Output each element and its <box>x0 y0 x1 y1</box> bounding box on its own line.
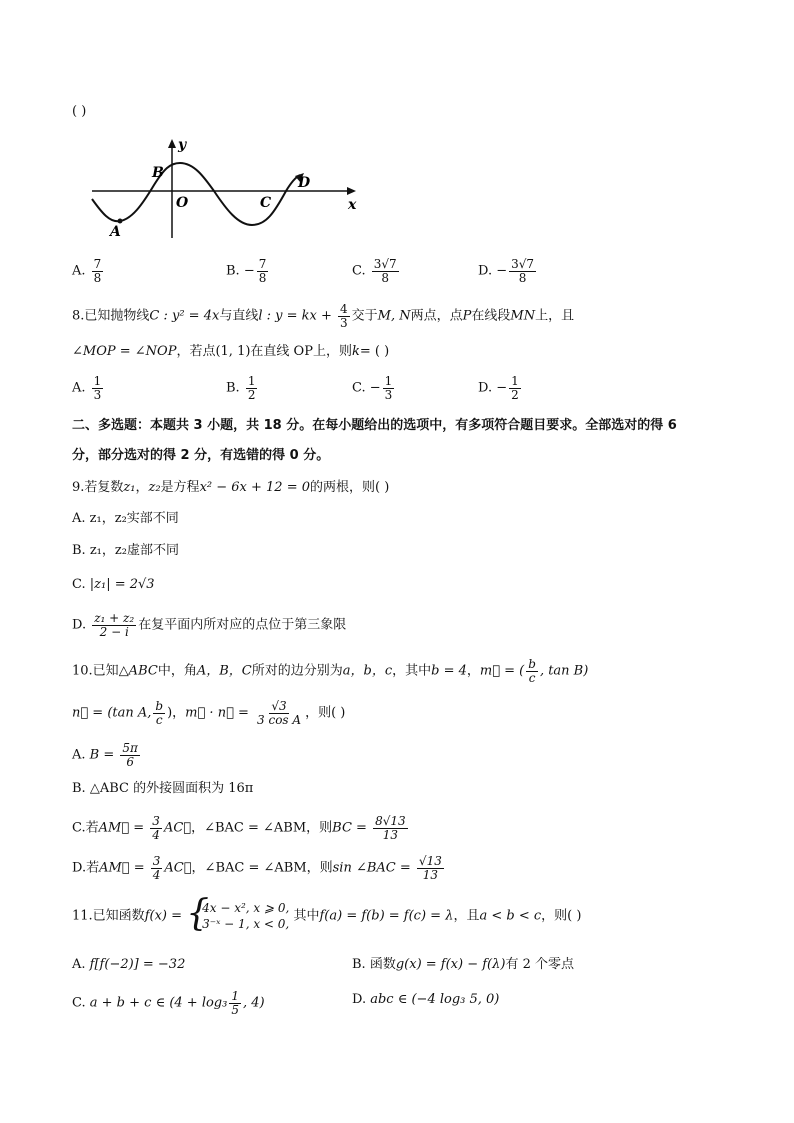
q7-graph <box>72 133 372 245</box>
q9-option-d: D. $\frac{\text{z₁ + z₂}}{2 - i}$ 在复平面内所对应的点位于第三象限 <box>72 611 347 639</box>
label-c: C <box>260 195 272 211</box>
q9-stem: 9.若复数z₁，z₂是方程x² − 6x + 12 = 0的两根，则( ) <box>72 480 390 495</box>
q11-option-c: C. a + b + c ∈ (4 + log₃ $\frac{1}{5}$ , 4) <box>72 989 265 1017</box>
q8-option-b: B. $\frac{1}{2}$ <box>226 374 256 402</box>
q7-answer-paren: ( ) <box>72 104 87 119</box>
label-a: A <box>110 224 121 240</box>
q11-option-b: B. 函数g(x) = f(x) − f(λ)有 2 个零点 <box>352 957 574 972</box>
q10-option-d: D.若AM⃗ = $\frac{3}{4}$ AC⃗，∠BAC = ∠ABM，则sin ∠BAC = $\frac{√13}{13}$ <box>72 854 442 882</box>
piecewise-cases: { 4x − x², x ⩾ 0, 3⁻ˣ − 1, x < 0, <box>186 893 290 934</box>
label-d: D <box>298 175 311 191</box>
q7-option-a: A. $\frac{7}{8}$ <box>72 257 102 285</box>
q11-option-a: A. f[f(−2)] = −32 <box>72 957 186 972</box>
label-b: B <box>152 165 164 181</box>
y-axis-arrow <box>168 139 176 148</box>
q10-stem-line1: 10.已知△ABC中，角A，B，C所对的边分别为a，b，c，其中b = 4，m⃗ = ( $\frac{b}{c}$ , tan B) <box>72 657 589 685</box>
label-x: x <box>348 197 357 213</box>
q7-option-b: B. − $\frac{7}{8}$ <box>226 257 267 285</box>
q7-option-d: D. − $\frac{3√7}{8}$ <box>478 257 535 285</box>
label-o: O <box>176 195 189 211</box>
q9-option-c: C. |z₁| = 2√3 <box>72 577 155 592</box>
section-2-header: 二、多选题：本题共 3 小题，共 18 分。在每小题给出的选项中，有多项符合题目要求。全部选对的得 6 <box>72 418 677 433</box>
q10-option-a: A. B = $\frac{5\pi}{6}$ <box>72 741 138 769</box>
x-axis-arrow <box>347 187 356 195</box>
q8-option-c: C. − $\frac{1}{3}$ <box>352 374 393 402</box>
q8-option-a: A. $\frac{1}{3}$ <box>72 374 102 402</box>
q10-option-c: C.若AM⃗ = $\frac{3}{4}$ AC⃗，∠BAC = ∠ABM，则BC = $\frac{8√13}{13}$ <box>72 814 406 842</box>
q9-option-a: A. z₁，z₂实部不同 <box>72 511 179 526</box>
sine-curve <box>92 163 300 225</box>
section-2-header-cont: 分，部分选对的得 2 分，有选错的得 0 分。 <box>72 448 330 463</box>
q10-option-b: B. △ABC 的外接圆面积为 16π <box>72 781 254 796</box>
q7-option-c: C. $\frac{3√7}{8}$ <box>352 257 397 285</box>
q11-option-d: D. abc ∈ (−4 log₃ 5, 0) <box>352 992 500 1007</box>
q9-option-b: B. z₁，z₂虚部不同 <box>72 543 179 558</box>
q8-option-d: D. − $\frac{1}{2}$ <box>478 374 519 402</box>
point-a-dot <box>118 219 123 224</box>
label-y: y <box>178 137 187 153</box>
q10-stem-line2: n⃗ = (tan A, $\frac{b}{c}$ )，m⃗ · n⃗ = $\frac{√3}{\text{3 cos A}}$ ，则( ) <box>72 699 346 727</box>
q8-stem-line2: ∠MOP = ∠NOP，若点(1, 1)在直线 OP上，则k= ( ) <box>72 344 390 359</box>
q8-stem-line1: 8.已知抛物线C : y² = 4x与直线l : y = kx + $\frac{4}{3}$ 交于M, N两点，点P在线段MN上，且 <box>72 302 575 330</box>
q11-stem: 11.已知函数f(x) = { 4x − x², x ⩾ 0, 3⁻ˣ − 1, x < 0, 其中f(a) = f(b) = f(c) = λ，且a < b < c，则( ) <box>72 893 582 934</box>
